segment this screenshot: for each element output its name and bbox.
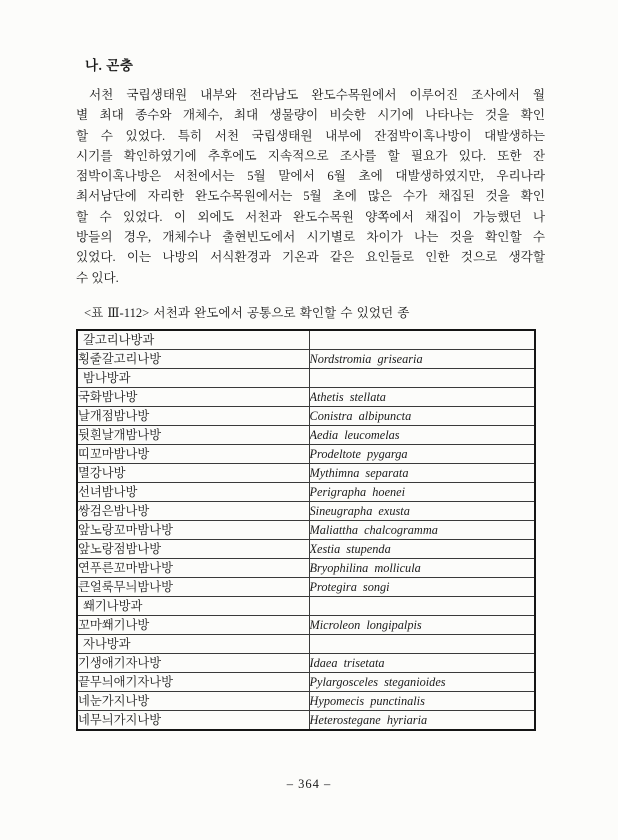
- scientific-name-cell: Conistra albipuncta: [309, 407, 535, 426]
- scientific-name-cell: Sineugrapha exusta: [309, 502, 535, 521]
- scientific-name-cell: Perigrapha hoenei: [309, 483, 535, 502]
- scientific-name-cell: Maliattha chalcogramma: [309, 521, 535, 540]
- korean-name-cell: 기생애기자나방: [77, 654, 309, 673]
- korean-name-cell: 띠꼬마밤나방: [77, 445, 309, 464]
- table-row: [77, 654, 535, 673]
- table-row: [77, 673, 535, 692]
- table-row: [77, 426, 535, 445]
- korean-name-cell: 큰얼룩무늬밤나방: [77, 578, 309, 597]
- scientific-name-cell: [309, 635, 535, 654]
- table-row: [77, 350, 535, 369]
- table-row: [77, 502, 535, 521]
- table-row: [77, 388, 535, 407]
- paragraph-line: 할 수 있었다. 이 외에도 서천과 완도수목원 양쪽에서 채집이 가능했던 나: [76, 209, 545, 224]
- table-row-family: [77, 330, 535, 350]
- scientific-name-cell: [309, 369, 535, 388]
- table-row: [77, 692, 535, 711]
- table-caption: <표 Ⅲ-112> 서천과 완도에서 공통으로 확인할 수 있었던 종: [84, 306, 410, 320]
- korean-name-cell: 자나방과: [77, 635, 309, 654]
- korean-name-cell: 앞노랑점밤나방: [77, 540, 309, 559]
- scientific-name-cell: Microleon longipalpis: [309, 616, 535, 635]
- scientific-name-cell: Aedia leucomelas: [309, 426, 535, 445]
- table-row: [77, 521, 535, 540]
- table-row: [77, 711, 535, 731]
- table-row: [77, 616, 535, 635]
- korean-name-cell: 네무늬가지나방: [77, 711, 309, 731]
- paragraph-line: 시기를 확인하였기에 추후에도 지속적으로 조사를 할 필요가 있다. 또한 잔: [76, 148, 545, 163]
- species-table: [76, 329, 536, 731]
- paragraph-line: 서천 국립생태원 내부와 전라남도 완도수목원에서 이루어진 조사에서 월: [89, 88, 545, 102]
- korean-name-cell: 국화밤나방: [77, 388, 309, 407]
- korean-name-cell: 연푸른꼬마밤나방: [77, 559, 309, 578]
- korean-name-cell: 뒷흰날개밤나방: [77, 426, 309, 445]
- scientific-name-cell: Heterostegane hyriaria: [309, 711, 535, 731]
- paragraph-line: 할 수 있었다. 특히 서천 국립생태원 내부에 잔점박이혹나방이 대발생하는: [76, 128, 545, 143]
- table-row-family: [77, 635, 535, 654]
- scientific-name-cell: Bryophilina mollicula: [309, 559, 535, 578]
- korean-name-cell: 갈고리나방과: [77, 330, 309, 350]
- table-row: [77, 445, 535, 464]
- korean-name-cell: 쐐기나방과: [77, 597, 309, 616]
- section-heading: 나. 곤충: [85, 58, 134, 73]
- korean-name-cell: 밤나방과: [77, 369, 309, 388]
- scientific-name-cell: Athetis stellata: [309, 388, 535, 407]
- paragraph-line: 있었다. 이는 나방의 서식환경과 기온과 같은 요인들로 인한 것으로 생각할: [76, 250, 545, 265]
- scientific-name-cell: Protegira songi: [309, 578, 535, 597]
- scientific-name-cell: Prodeltote pygarga: [309, 445, 535, 464]
- table-row: [77, 464, 535, 483]
- korean-name-cell: 멸강나방: [77, 464, 309, 483]
- paragraph-line: 별 최대 종수와 개체수, 최대 생물량이 비슷한 시기에 나타나는 것을 확인: [76, 108, 545, 123]
- korean-name-cell: 횡줄갈고리나방: [77, 350, 309, 369]
- korean-name-cell: 끝무늬애기자나방: [77, 673, 309, 692]
- scientific-name-cell: Pylargosceles steganioides: [309, 673, 535, 692]
- scientific-name-cell: Xestia stupenda: [309, 540, 535, 559]
- table-row-family: [77, 369, 535, 388]
- paragraph-line: 수 있다.: [76, 270, 119, 285]
- paragraph-line: 방들의 경우, 개체수나 출현빈도에서 시기별로 차이가 나는 것을 확인할 수: [76, 230, 545, 245]
- korean-name-cell: 네눈가지나방: [77, 692, 309, 711]
- table-row-family: [77, 597, 535, 616]
- korean-name-cell: 선녀밤나방: [77, 483, 309, 502]
- paragraph-line: 최서남단에 자리한 완도수목원에서는 5월 초에 많은 수가 채집된 것을 확인: [76, 189, 545, 204]
- scientific-name-cell: Hypomecis punctinalis: [309, 692, 535, 711]
- table-row: [77, 559, 535, 578]
- table-row: [77, 578, 535, 597]
- korean-name-cell: 앞노랑꼬마밤나방: [77, 521, 309, 540]
- scientific-name-cell: Idaea trisetata: [309, 654, 535, 673]
- body-paragraph: [76, 85, 545, 288]
- table-row: [77, 407, 535, 426]
- scientific-name-cell: Nordstromia grisearia: [309, 350, 535, 369]
- scientific-name-cell: [309, 597, 535, 616]
- korean-name-cell: 쌍검은밤나방: [77, 502, 309, 521]
- scientific-name-cell: [309, 330, 535, 350]
- korean-name-cell: 날개점밤나방: [77, 407, 309, 426]
- paragraph-line: 점박이혹나방은 서천에서는 5월 말에서 6월 초에 대발생하였지만, 우리나라: [76, 169, 545, 184]
- table-row: [77, 483, 535, 502]
- page-number: – 364 –: [286, 777, 332, 791]
- korean-name-cell: 꼬마쐐기나방: [77, 616, 309, 635]
- scientific-name-cell: Mythimna separata: [309, 464, 535, 483]
- table-row: [77, 540, 535, 559]
